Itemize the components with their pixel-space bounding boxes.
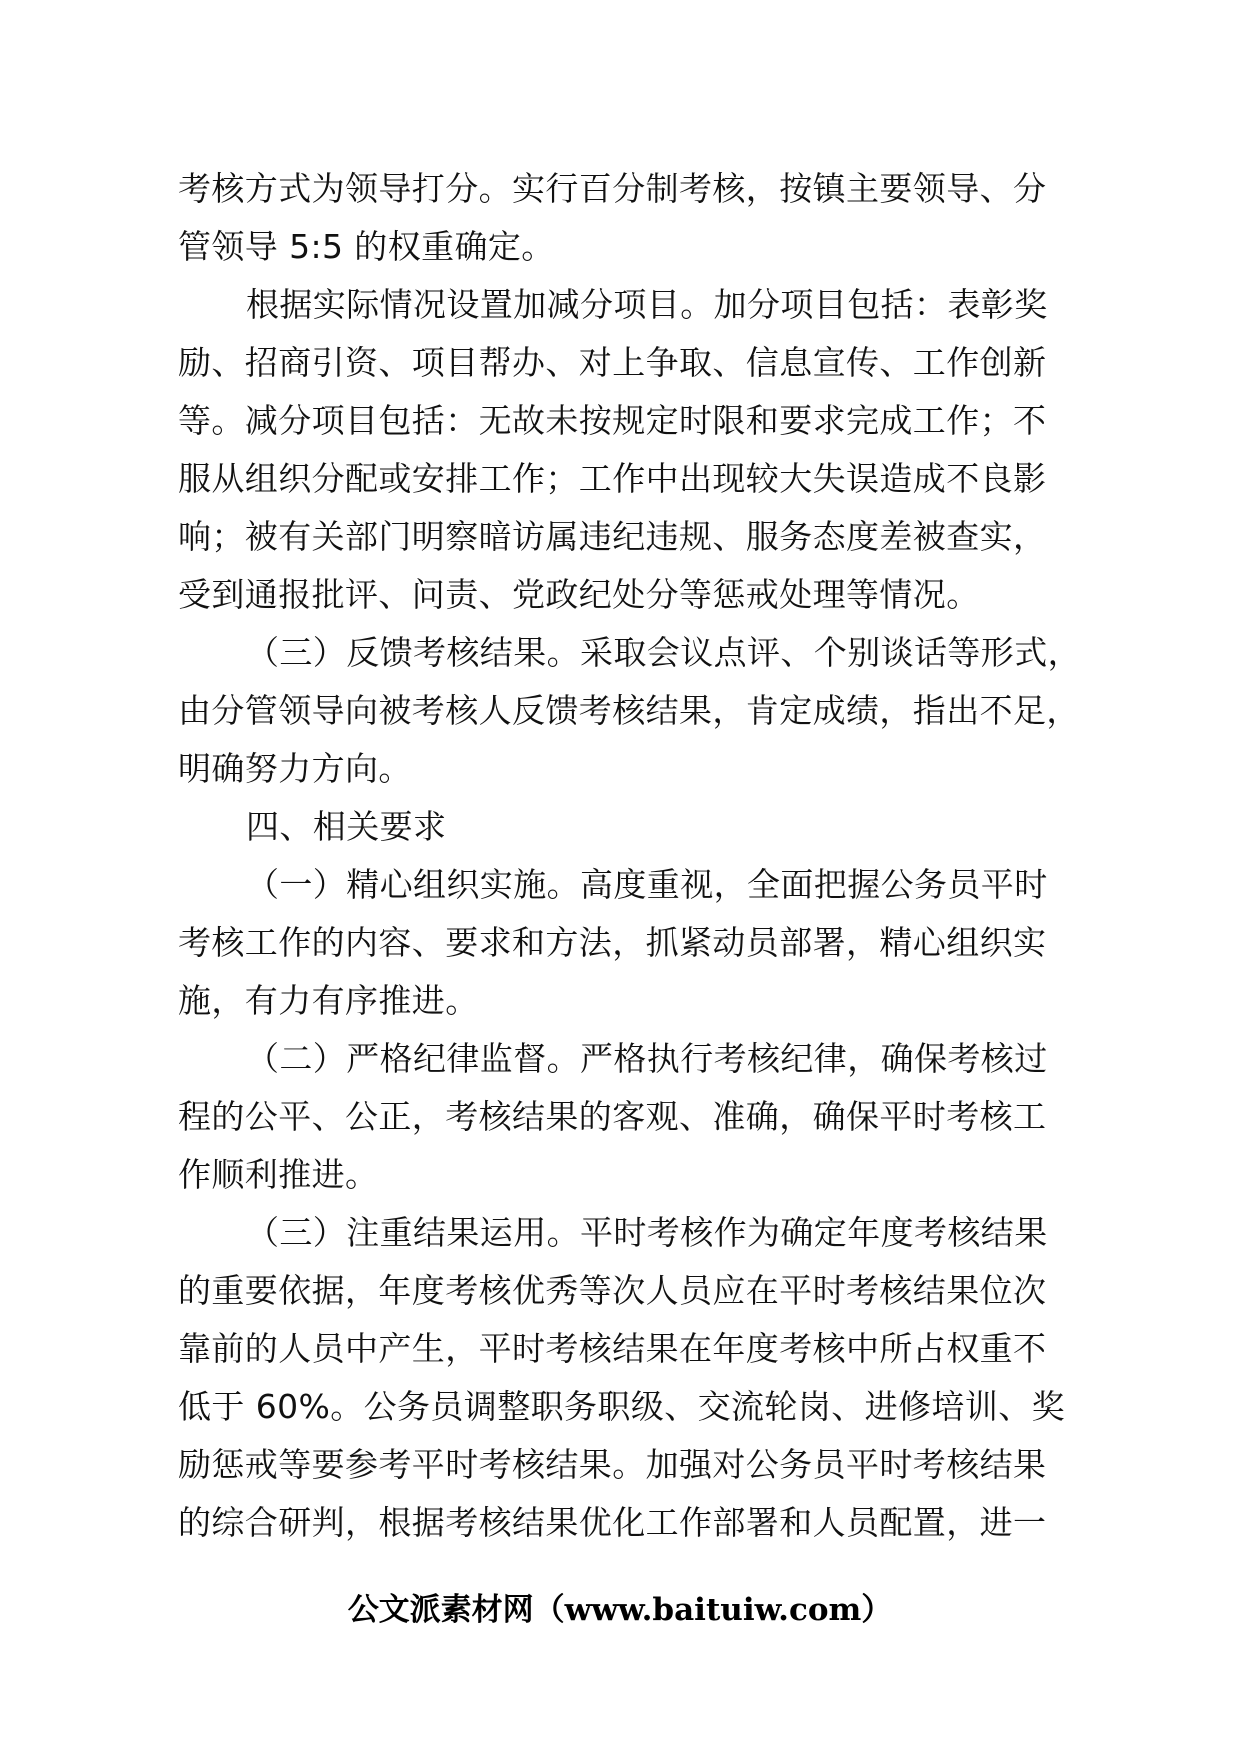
text-line: 等。减分项目包括：无故未按规定时限和要求完成工作；不 [178, 401, 1047, 440]
text-line: 响；被有关部门明察暗访属违纪违规、服务态度差被查实， [178, 517, 1047, 556]
text-line: 考核工作的内容、要求和方法，抓紧动员部署，精心组织实 [178, 923, 1047, 962]
text-line: 程的公平、公正，考核结果的客观、准确，确保平时考核工 [178, 1097, 1047, 1136]
paragraph-start-line: （三）反馈考核结果。采取会议点评、个别谈话等形式， [246, 633, 1081, 672]
text-line: 的重要依据，年度考核优秀等次人员应在平时考核结果位次 [178, 1271, 1047, 1310]
text-line: 低于 60%。公务员调整职务职级、交流轮岗、进修培训、奖 [178, 1387, 1066, 1426]
paragraph-start-line: （二）严格纪律监督。严格执行考核纪律，确保考核过 [246, 1039, 1048, 1078]
text-line: 服从组织分配或安排工作；工作中出现较大失误造成不良影 [178, 459, 1047, 498]
text-line: 受到通报批评、问责、党政纪处分等惩戒处理等情况。 [178, 575, 980, 614]
text-line: 励惩戒等要参考平时考核结果。加强对公务员平时考核结果 [178, 1445, 1047, 1484]
text-line: 励、招商引资、项目帮办、对上争取、信息宣传、工作创新 [178, 343, 1047, 382]
section-heading: 四、相关要求 [246, 807, 447, 846]
text-line: 靠前的人员中产生，平时考核结果在年度考核中所占权重不 [178, 1329, 1047, 1368]
text-line: 明确努力方向。 [178, 749, 412, 788]
text-line: 考核方式为领导打分。实行百分制考核，按镇主要领导、分 [178, 169, 1047, 208]
text-line: 管领导 5:5 的权重确定。 [178, 227, 555, 266]
text-line: 施，有力有序推进。 [178, 981, 479, 1020]
paragraph-start-line: 根据实际情况设置加减分项目。加分项目包括：表彰奖 [246, 285, 1048, 324]
text-line: 的综合研判，根据考核结果优化工作部署和人员配置，进一 [178, 1503, 1047, 1542]
paragraph-start-line: （一）精心组织实施。高度重视，全面把握公务员平时 [246, 865, 1048, 904]
footer-watermark: 公文派素材网（www.baituiw.com） [347, 1592, 893, 1628]
paragraph-start-line: （三）注重结果运用。平时考核作为确定年度考核结果 [246, 1213, 1048, 1252]
text-line: 作顺利推进。 [178, 1155, 379, 1194]
text-line: 由分管领导向被考核人反馈考核结果，肯定成绩，指出不足， [178, 691, 1080, 730]
document-body [178, 160, 1118, 1552]
